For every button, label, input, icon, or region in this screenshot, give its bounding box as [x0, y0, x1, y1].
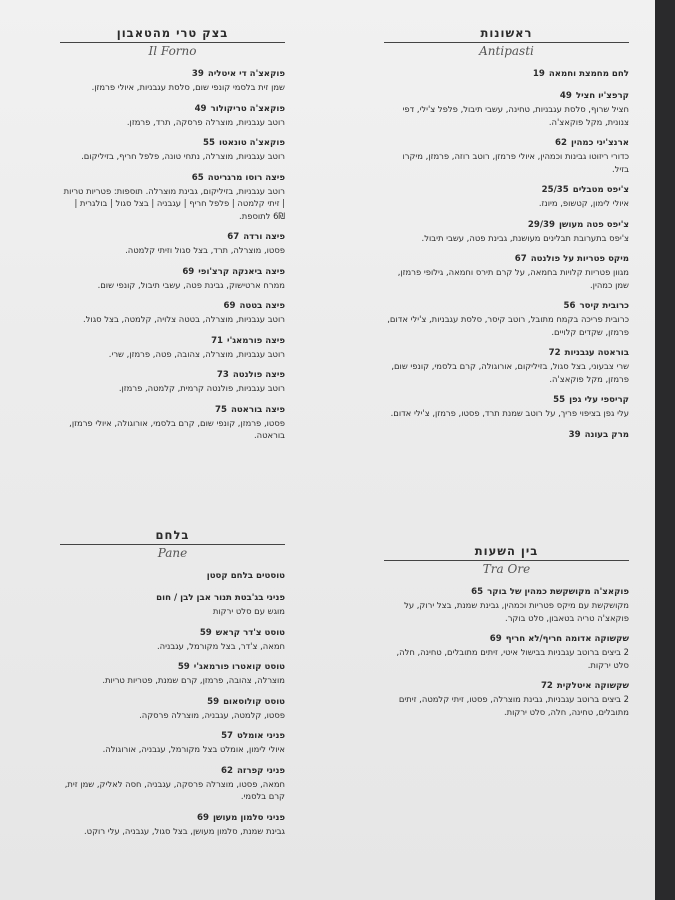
item-name: טוסט קואטרו פורמאג'י: [193, 662, 285, 672]
item-list: [384, 586, 629, 718]
item-name-line: [60, 812, 285, 825]
item-name-line: [60, 335, 285, 348]
item-name: פניני קפרזה: [237, 765, 285, 776]
section-title: בין השעות: [384, 544, 629, 561]
item-description: רוטב עגבניות, מוצרלה פרסקה, תרד, פרמזן.: [126, 116, 285, 127]
item-name-line: [60, 172, 285, 185]
item-name: פיצה פורמאג'י: [227, 335, 285, 346]
item-name: לחם מחמצת וחמאה: [548, 69, 629, 79]
item-price: 19: [532, 69, 545, 79]
item-name-line: [384, 253, 629, 266]
menu-item: [60, 696, 285, 722]
item-description: רוטב עגבניות, מוצרלה, נתחי טונה, פלפל חריף, בזיליקום.: [81, 151, 285, 161]
item-price: 72: [540, 681, 553, 691]
item-name: פיצה רוסו מרגריטה: [207, 172, 285, 183]
item-name: שקשוקה אדומה חריף/לא חריף: [505, 634, 629, 644]
item-name-line: [384, 394, 629, 407]
item-price: 59: [177, 662, 190, 672]
item-price: 39: [191, 69, 204, 79]
item-description: צ'יפס בתערובת תבלינים מעושנת, גבינת פטה, עשבי תיבול.: [421, 232, 629, 243]
item-list: [60, 570, 285, 837]
item-name-line: [384, 137, 629, 150]
item-price: 67: [514, 254, 527, 264]
item-list: [60, 68, 285, 442]
item-price: 25/35: [541, 185, 569, 195]
item-price: 39: [568, 429, 581, 440]
item-description: כרובית פריכה בקמח מתובל, רוטב קיסר, סלסת עגבניות, צ'ילי אדום, פרמזן, שקדים קלויים.: [387, 314, 629, 337]
pane-section: [60, 528, 285, 846]
item-description: חמאה, פסטו, מוצרלה פרסקה, עגבניה, חסה לאליק, שמן זית, קרם בלסמי.: [64, 778, 285, 801]
menu-item: [60, 137, 285, 163]
item-name-line: [60, 696, 285, 709]
item-name: צ'יפס מטבלים: [572, 185, 629, 195]
item-name: בוראטה עגבניות: [564, 348, 629, 358]
item-price: 59: [207, 696, 220, 707]
item-name: פניני בג'בטת תנור אבן לבן / חום: [156, 593, 285, 603]
item-name: פוקאצ'ה מקושקשת כמהין של בוקר: [487, 587, 629, 597]
item-name: פוקאצ'ה טריקולור: [210, 103, 285, 114]
menu-item: [384, 347, 629, 385]
menu-item: [384, 68, 629, 81]
item-description: מוגש עם סלט ירקות: [212, 606, 285, 616]
item-name: טוסט צ'דר קראש: [215, 627, 285, 638]
menu-item: [384, 184, 629, 210]
item-price: 69: [489, 634, 502, 644]
item-name: קרפצ'יו חציל: [575, 91, 629, 101]
menu-item: [60, 103, 285, 129]
item-name: פניני אומלט: [237, 731, 285, 741]
menu-item: [384, 219, 629, 245]
antipasti-section: [384, 26, 629, 451]
item-price: 55: [202, 138, 215, 148]
menu-item: [384, 586, 629, 624]
item-name-line: [60, 266, 285, 279]
menu-item: [60, 730, 285, 756]
item-name-line: [384, 429, 629, 442]
item-name-line: [60, 730, 285, 743]
section-subtitle: Tra Ore: [482, 562, 531, 576]
item-name: פיצה ורדה: [243, 232, 285, 242]
menu-item: [384, 633, 629, 671]
item-description: חציל שרוף, סלסת עגבניות, טחינה, עשבי תיבול, פלפל צ'ילי, דפי צנונית, מקל פוקאצ'ה.: [402, 104, 629, 127]
item-description: רוטב עגבניות, פולנטה קרמית, קלמטה, פרמזן.: [118, 383, 285, 393]
item-description: שמן זית בלסמי קונפי שום, סלסת עגבניות, איולי פרמזן.: [91, 82, 285, 92]
menu-item: [384, 253, 629, 291]
item-price: 69: [223, 301, 236, 311]
item-price: 67: [227, 232, 240, 242]
item-price: 71: [211, 335, 224, 346]
menu-item: [60, 335, 285, 361]
item-description: רוטב עגבניות, מוצרלה, צהובה, פטה, פרמזן, שרי.: [108, 348, 285, 359]
item-price: 49: [194, 103, 207, 114]
item-description: איולי לימון, קטשופ, מיונז.: [538, 198, 629, 208]
item-name-line: [60, 300, 285, 313]
section-subtitle: Antipasti: [479, 44, 534, 58]
item-price: 55: [553, 395, 566, 405]
section-subtitle: Pane: [157, 546, 188, 560]
menu-item: [384, 394, 629, 420]
menu-item: [60, 627, 285, 653]
item-name-line: [60, 369, 285, 382]
item-name-line: [384, 680, 629, 693]
item-name: ארנצ'יני כמהין: [571, 138, 629, 148]
item-description: חמאה, צ'דר, בצל מקורמל, עגבניה.: [157, 640, 285, 651]
item-description: פסטו, קלמטה, עגבניה, מוצרלה פרסקה.: [139, 709, 285, 720]
item-description: גבינת שמנת, סלמון מעושן, בצל סגול, עגבניה, עלי רוקט.: [84, 825, 285, 836]
item-name: צ'יפס פטה מעושן: [558, 219, 629, 230]
menu-item: [60, 300, 285, 326]
item-description: 2 ביצים ברוטב עגבניות בבישול איטי, זיתים מתובלים, טחינה, חלה, סלט ירקות.: [396, 647, 629, 670]
item-price: 29/39: [527, 219, 555, 230]
traore-section: [384, 544, 629, 727]
item-name-line: [60, 765, 285, 778]
item-name: שקשוקה איטלקית: [556, 681, 629, 691]
menu-item: [384, 137, 629, 175]
item-price: 62: [555, 138, 568, 148]
item-name: פיצה ביאנקה קרצ'ופי: [198, 266, 285, 277]
item-name-line: [384, 300, 629, 313]
item-price: 73: [216, 370, 229, 380]
item-price: 56: [563, 301, 576, 311]
item-name-line: [60, 570, 285, 583]
item-name-line: [384, 586, 629, 599]
item-description: כדורי ריזוטו גבינות וכמהין, איולי פרמזן, רוטב רוזה, פרמזן, מיקרו בזיל.: [402, 151, 629, 174]
menu-item: [384, 429, 629, 442]
item-price: 69: [197, 812, 209, 823]
item-name: כרובית קיסר: [579, 301, 629, 311]
item-name-line: [60, 137, 285, 150]
item-name: פוקאצ'ה די איטליה: [207, 69, 285, 79]
menu-item: [60, 812, 285, 838]
item-price: 69: [182, 266, 195, 277]
item-price: 65: [191, 172, 204, 183]
item-description: פסטו, מוצרלה, תרד, בצל סגול וזיתי קלמטה.: [125, 245, 285, 255]
item-price: 75: [214, 404, 227, 415]
item-name-line: [60, 231, 285, 244]
item-name: פיצה פולנטה: [232, 370, 285, 380]
forno-section: [60, 26, 285, 451]
item-description: איולי לימון, אומלט בצל מקורמל, עגבניה, אורוגולה.: [102, 744, 285, 754]
menu-item: [60, 172, 285, 223]
item-description: ממרח ארטישוק, גבינת פטה, עשבי תיבול, קונפי שום.: [97, 279, 285, 290]
item-name-line: [60, 592, 285, 605]
item-name: פיצה בוראטה: [230, 404, 285, 415]
item-price: 72: [548, 348, 561, 358]
section-subtitle: Il Forno: [148, 44, 197, 58]
item-name-line: [384, 184, 629, 197]
item-name-line: [384, 90, 629, 103]
menu-item: [60, 570, 285, 583]
menu-item: [60, 266, 285, 292]
menu-item: [60, 592, 285, 618]
item-name: קריספי עלי גפן: [569, 395, 629, 405]
item-description: מוצרלה, צהובה, פרמזן, קרם שמנת, פטריות טריות.: [102, 675, 285, 685]
item-description: פסטו, פרמזן, קונפי שום, קרם בלסמי, אורוגולה, איולי פרמזן, בוראטה.: [69, 417, 285, 440]
item-name-line: [60, 103, 285, 116]
item-name: פוקאצ'ה טונאטו: [218, 138, 285, 148]
item-description: מקושקשת עם מיקס פטריות וכמהין, גבינת שמנת, בצל ירוק, על פוקאצ'ה טריה בטאבון, סלט בוקר.: [404, 600, 629, 623]
item-list: [384, 68, 629, 442]
item-name-line: [384, 68, 629, 81]
item-name: מיקס פטריות על פולנטה: [530, 254, 629, 264]
menu-item: [60, 369, 285, 395]
item-name-line: [60, 627, 285, 640]
item-name-line: [60, 68, 285, 81]
item-name: טוסט קולוסאום: [223, 696, 285, 707]
menu-item: [60, 68, 285, 94]
item-description: 2 ביצים ברוטב עגבניות, גבינת מוצרלה, פסטו, זיתי קלמטה, זיתים מתובלים, טחינה, חלה, סלט ירקות.: [398, 694, 629, 717]
item-name-line: [384, 633, 629, 646]
menu-item: [384, 90, 629, 128]
section-title: בצק טרי מהטאבון: [60, 26, 285, 43]
item-price: 65: [471, 587, 484, 597]
item-price: 57: [221, 731, 234, 741]
item-price: 59: [199, 627, 212, 638]
item-description: שרי צבעוני, בצל סגול, בזיליקום, אורוגולה, קרם בלסמי, קונפי שום, פרמזן, מקל פוקאצ'ה.: [391, 361, 629, 384]
item-description: מגוון פטריות קלויות בחמאה, על קרם תירס וחמאה, גילופי פרמזן, שמן כמהין.: [397, 267, 629, 290]
item-name-line: [60, 404, 285, 417]
menu-item: [60, 404, 285, 442]
item-description: עלי גפן בציפוי פריך, על רוטב שמנת תרד, פסטו, פרמזן, צ'ילי אדום.: [390, 408, 629, 418]
item-name: טוסטים בלחם קסטן: [206, 571, 285, 581]
item-name-line: [384, 219, 629, 232]
item-price: 62: [221, 765, 233, 776]
item-price: 49: [559, 91, 572, 101]
menu-item: [384, 300, 629, 338]
item-description: רוטב עגבניות, מוצרלה, בטטה צלויה, קלמטה, בצל סגול.: [83, 314, 285, 324]
item-description: רוטב עגבניות, בזיליקום, גבינת מוצרלה. תוספות: פטריות טריות | זיתי קלמטה | פלפל חריף | עגבניה | בצל סגול | בולגרית | 6₪ לתוספת.: [63, 185, 285, 221]
section-title: בלחם: [60, 528, 285, 545]
menu-item: [384, 680, 629, 718]
item-name-line: [384, 347, 629, 360]
item-name: מרק בעונה: [584, 429, 629, 440]
item-name: פיצה בטטה: [239, 301, 285, 311]
menu-item: [60, 231, 285, 257]
item-name: פניני סלמון מעושן: [212, 812, 285, 823]
section-title: ראשונות: [384, 26, 629, 43]
menu-item: [60, 661, 285, 687]
menu-item: [60, 765, 285, 803]
item-name-line: [60, 661, 285, 674]
